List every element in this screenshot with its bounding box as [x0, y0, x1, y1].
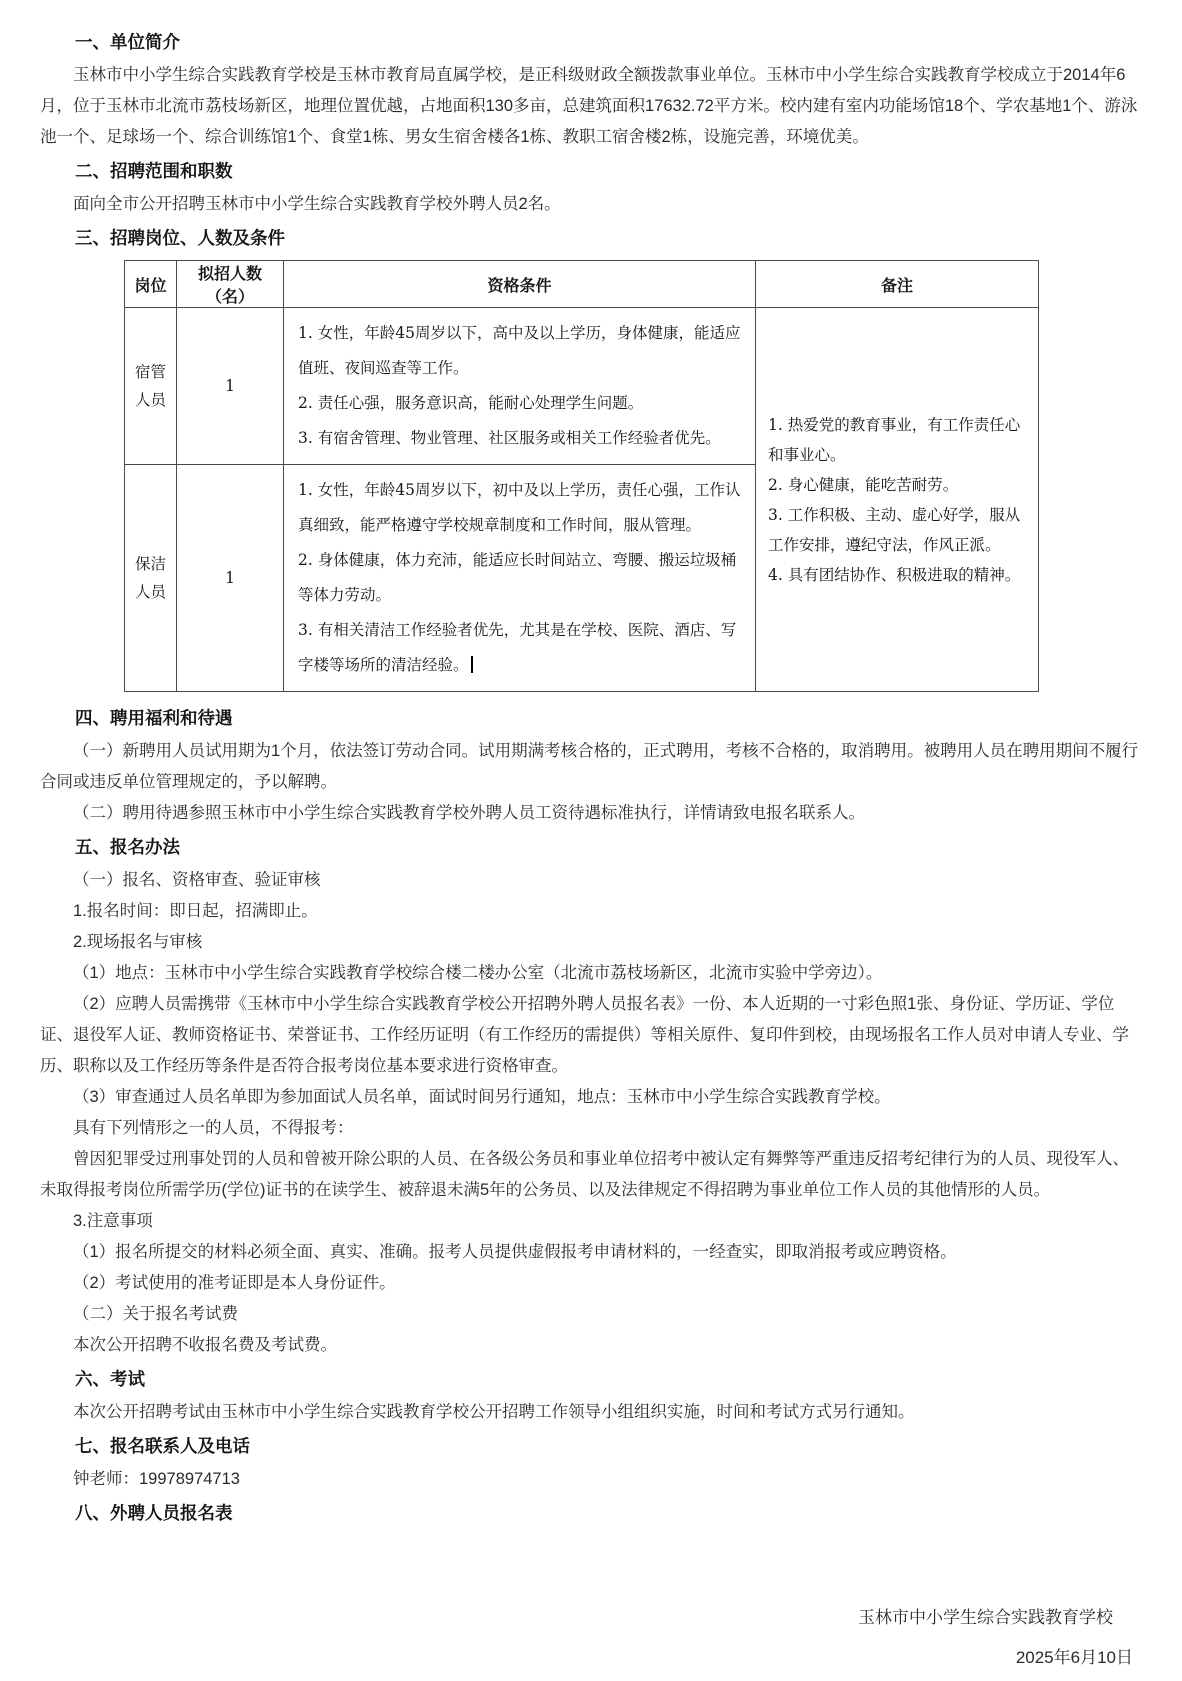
paragraph-location: （1）地点：玉林市中小学生综合实践教育学校综合楼二楼办公室（北流市荔枝场新区，北流市实验中学旁边）。: [73, 964, 883, 982]
requirement-item: 3. 有宿舍管理、物业管理、社区服务或相关工作经验者优先。: [298, 429, 721, 447]
paragraph-fee-heading: （二）关于报名考试费: [73, 1305, 238, 1323]
paragraph-application-review: （一）报名、资格审查、验证审核: [73, 871, 321, 889]
paragraph-probation: （一）新聘用人员试用期为1个月，依法签订劳动合同。试用期满考核合格的，正式聘用，考核不合格的，取消聘用。被聘用人员在聘用期间不履行合同或违反单位管理规定的，予以解聘。: [40, 742, 1139, 791]
heading-benefits: 四、聘用福利和待遇: [75, 708, 233, 728]
position-requirements: [284, 308, 756, 465]
column-header-count: 拟招人数（名）: [177, 261, 284, 308]
table-row: [125, 308, 1039, 465]
column-header-remarks: 备注: [756, 261, 1039, 308]
paragraph-notes-1: （1）报名所提交的材料必须全面、真实、准确。报考人员提供虚假报考申请材料的，一经查实，即取消报考或应聘资格。: [73, 1243, 957, 1261]
signature-organization: 玉林市中小学生综合实践教育学校: [858, 1608, 1113, 1627]
requirement-item: 1. 女性，年龄45周岁以下，初中及以上学历，责任心强，工作认真细致，能严格遵守学校规章制度和工作时间，服从管理。: [298, 481, 741, 534]
paragraph-disqualified-detail: 曾因犯罪受过刑事处罚的人员和曾被开除公职的人员、在各级公务员和事业单位招考中被认定有舞弊等严重违反招考纪律行为的人员、现役军人、未取得报考岗位所需学历(学位)证书的在读学生、被辞退未满5年的公务员、以及法律规定不得招聘为事业单位工作人员的其他情形的人员。: [40, 1150, 1129, 1199]
requirement-item: 1. 女性，年龄45周岁以下，高中及以上学历，身体健康，能适应值班、夜间巡查等工作。: [298, 324, 741, 377]
paragraph-application-time: 1.报名时间：即日起，招满即止。: [73, 902, 318, 920]
requirement-item: 2. 责任心强，服务意识高，能耐心处理学生问题。: [298, 394, 644, 412]
signature-block: [40, 1601, 1143, 1681]
table-header-row: [125, 261, 1039, 308]
remark-item: 1. 热爱党的教育事业，有工作责任心和事业心。: [768, 415, 1021, 464]
paragraph-contact-phone: 钟老师：19978974713: [73, 1470, 240, 1488]
position-name: 宿管人员: [125, 308, 177, 465]
heading-scope: 二、招聘范围和职数: [75, 161, 233, 181]
position-name: 保洁人员: [125, 465, 177, 692]
paragraph-exam: 本次公开招聘考试由玉林市中小学生综合实践教育学校公开招聘工作领导小组组织实施，时间和考试方式另行通知。: [73, 1403, 915, 1421]
heading-exam: 六、考试: [75, 1369, 145, 1389]
paragraph-notes-2: （2）考试使用的准考证即是本人身份证件。: [73, 1274, 396, 1292]
paragraph-onsite-review: 2.现场报名与审核: [73, 933, 203, 951]
requirement-item: 2. 身体健康，体力充沛，能适应长时间站立、弯腰、搬运垃圾桶等体力劳动。: [298, 551, 737, 604]
signature-date: 2025年6月10日: [1015, 1648, 1133, 1667]
paragraph-unit-intro: 玉林市中小学生综合实践教育学校是玉林市教育局直属学校，是正科级财政全额拨款事业单位。玉林市中小学生综合实践教育学校成立于2014年6月，位于玉林市北流市荔枝场新区，地理位置优越，占地面积130多亩，总建筑面积17632.72平方米。校内建有室内功能场馆18个、学农基地1个、游泳池一个、足球场一个、综合训练馆1个、食堂1栋、男女生宿舍楼各1栋、教职工宿舍楼2栋，设施完善，环境优美。: [40, 66, 1138, 146]
heading-contact: 七、报名联系人及电话: [75, 1436, 250, 1456]
text-cursor: [471, 656, 473, 673]
requirement-item: 3. 有相关清洁工作经验者优先，尤其是在学校、医院、酒店、写字楼等场所的清洁经验。: [298, 621, 737, 674]
paragraph-notes: 3.注意事项: [73, 1212, 153, 1230]
remark-item: 2. 身心健康，能吃苦耐劳。: [768, 475, 959, 494]
position-count: 1: [177, 308, 284, 465]
heading-form: 八、外聘人员报名表: [75, 1503, 233, 1523]
remark-item: 3. 工作积极、主动、虚心好学，服从工作安排，遵纪守法，作风正派。: [768, 505, 1021, 554]
positions-table: [124, 260, 1039, 692]
paragraph-fee: 本次公开招聘不收报名费及考试费。: [73, 1336, 337, 1354]
remarks-cell: [756, 308, 1039, 692]
heading-positions: 三、招聘岗位、人数及条件: [75, 228, 285, 248]
paragraph-materials: （2）应聘人员需携带《玉林市中小学生综合实践教育学校公开招聘外聘人员报名表》一份、本人近期的一寸彩色照1张、身份证、学历证、学位证、退役军人证、教师资格证书、荣誉证书、工作经历证明（有工作经历的需提供）等相关原件、复印件到校，由现场报名工作人员对申请人专业、学历、职称以及工作经历等条件是否符合报考岗位基本要求进行资格审查。: [40, 995, 1129, 1075]
remark-item: 4. 具有团结协作、积极进取的精神。: [768, 565, 1021, 584]
heading-application: 五、报名办法: [75, 837, 180, 857]
position-count: 1: [177, 465, 284, 692]
heading-unit-intro: 一、单位简介: [75, 32, 180, 52]
column-header-position: 岗位: [125, 261, 177, 308]
position-requirements: [284, 465, 756, 692]
column-header-qualifications: 资格条件: [284, 261, 756, 308]
paragraph-scope: 面向全市公开招聘玉林市中小学生综合实践教育学校外聘人员2名。: [73, 195, 561, 213]
paragraph-disqualified-intro: 具有下列情形之一的人员，不得报考：: [73, 1119, 354, 1137]
paragraph-interview-list: （3）审查通过人员名单即为参加面试人员名单，面试时间另行通知，地点：玉林市中小学生综合实践教育学校。: [73, 1088, 891, 1106]
paragraph-salary: （二）聘用待遇参照玉林市中小学生综合实践教育学校外聘人员工资待遇标准执行，详情请致电报名联系人。: [73, 804, 865, 822]
